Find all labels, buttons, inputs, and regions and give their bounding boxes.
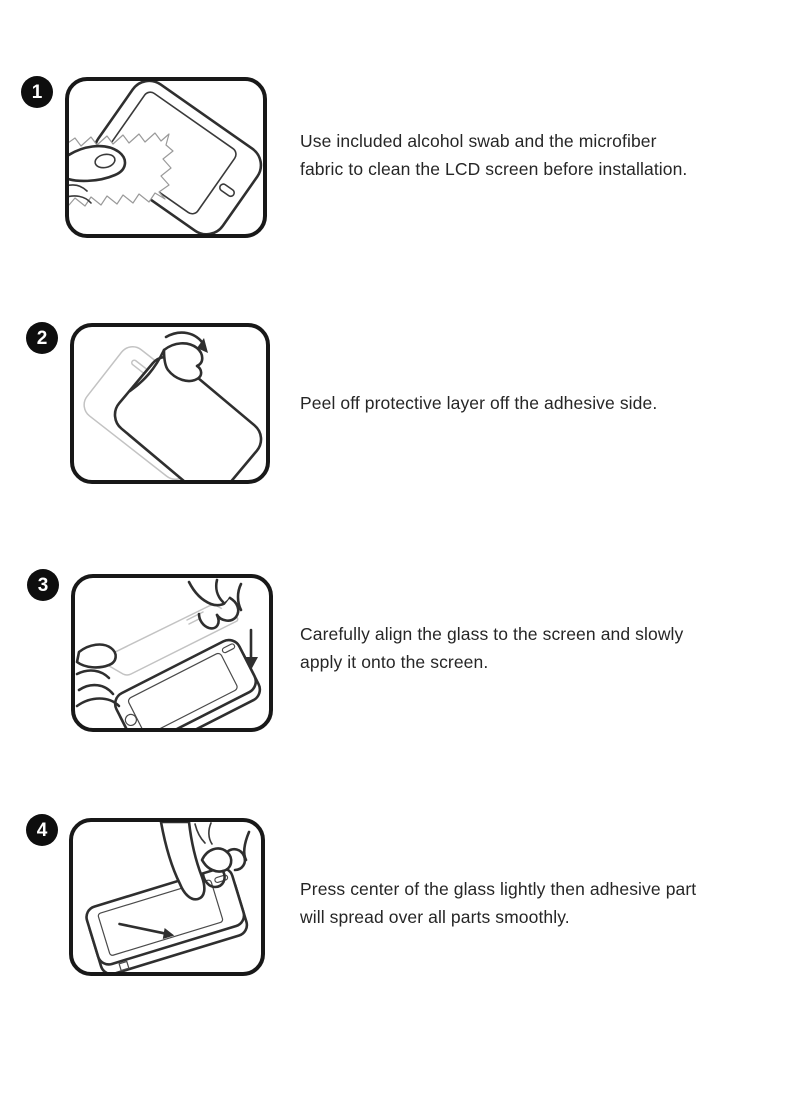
step-4-caption xyxy=(300,875,778,931)
step-4-illustration-panel xyxy=(69,818,265,976)
step-1-number-badge: 1 xyxy=(21,76,53,108)
step-1-caption-line-1: Use included alcohol swab and the microfiber xyxy=(300,131,657,151)
step-2-illustration-panel xyxy=(70,323,270,484)
step-1-caption xyxy=(300,127,778,183)
left-hand xyxy=(77,645,119,706)
step-4-number-badge: 4 xyxy=(26,814,58,846)
pressing-glass-illustration xyxy=(73,822,261,972)
step-4-caption-line-1: Press center of the glass lightly then adhesive part xyxy=(300,879,697,899)
step-3-caption-line-1: Carefully align the glass to the screen and slowly xyxy=(300,624,684,644)
step-1-caption-line-2: fabric to clean the LCD screen before installation. xyxy=(300,159,688,179)
step-2-caption xyxy=(300,389,778,417)
step-1-illustration-panel xyxy=(65,77,267,238)
step-3-illustration-panel xyxy=(71,574,273,732)
step-2-number-badge: 2 xyxy=(26,322,58,354)
aligning-glass-illustration xyxy=(75,578,269,728)
peeling-film-illustration xyxy=(74,327,266,480)
step-4-caption-line-2: will spread over all parts smoothly. xyxy=(300,907,570,927)
cleaning-phone-illustration xyxy=(69,81,263,234)
step-3-caption-line-2: apply it onto the screen. xyxy=(300,652,489,672)
step-2-caption-line-1: Peel off protective layer off the adhesive side. xyxy=(300,393,658,413)
step-3-caption xyxy=(300,620,778,676)
step-3-number-badge: 3 xyxy=(27,569,59,601)
